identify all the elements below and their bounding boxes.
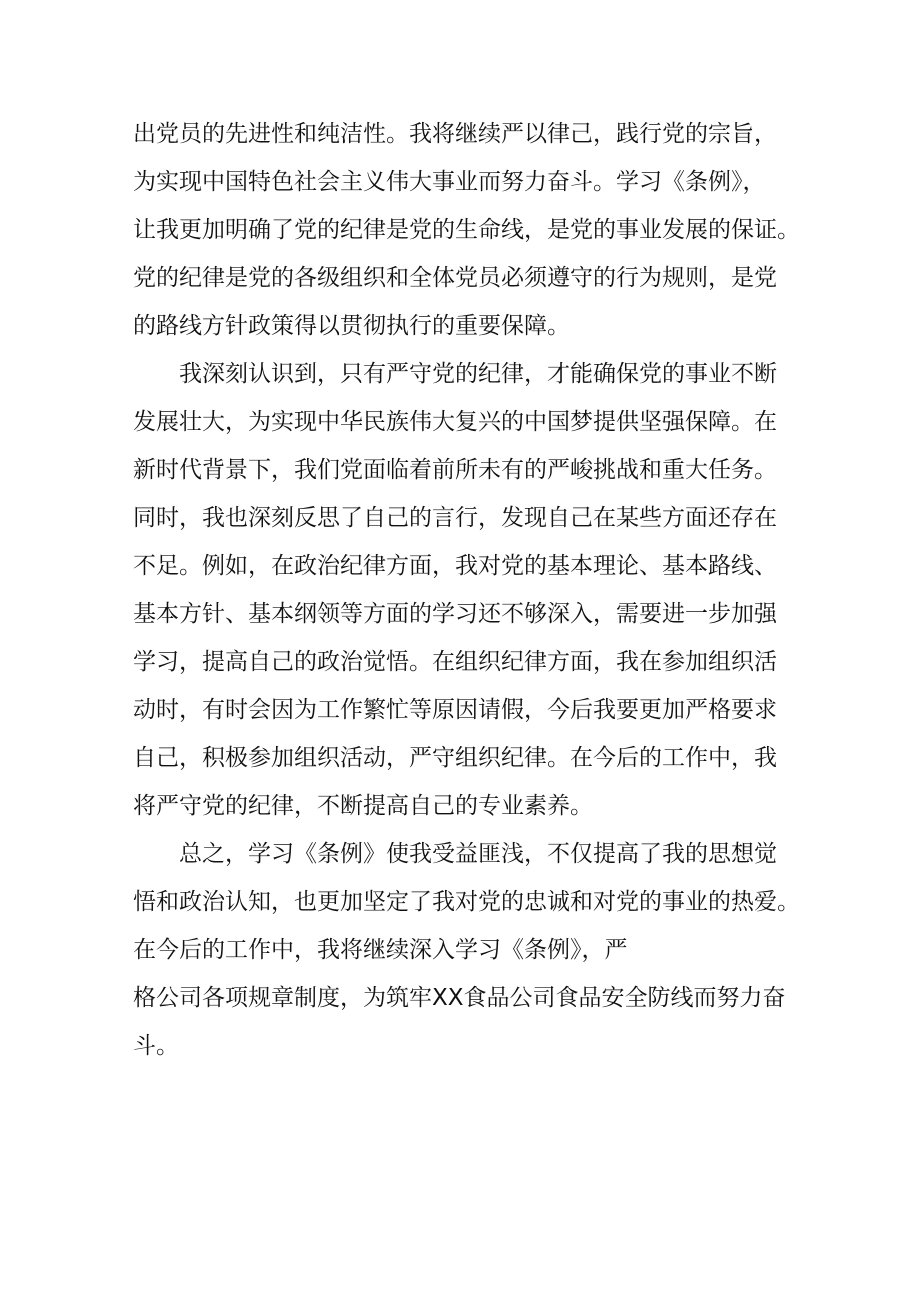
text-line: 同时，我也深刻反思了自己的言行，发现自己在某些方面还存在 <box>133 505 777 531</box>
paragraph <box>133 350 803 830</box>
text-line: 学习，提高自己的政治觉悟。在组织纪律方面，我在参加组织活 <box>133 649 777 675</box>
text-line: 发展壮大，为实现中华民族伟大复兴的中国梦提供坚强保障。在 <box>133 409 777 435</box>
text-line: 在今后的工作中，我将继续深入学习《条例》，严 <box>133 937 628 963</box>
text-line: 悟和政治认知，也更加坚定了我对党的忠诚和对党的事业的热爱。 <box>133 889 800 915</box>
text-line: 的路线方针政策得以贯彻执行的重要保障。 <box>133 313 570 339</box>
text-line: 出党员的先进性和纯洁性。我将继续严以律己，践行党的宗旨， <box>133 121 777 147</box>
text-line: 不足。例如，在政治纪律方面，我对党的基本理论、基本路线、 <box>133 553 777 579</box>
text-line: 格公司各项规章制度，为筑牢XX食品公司食品安全防线而努力奋 <box>133 985 786 1011</box>
text-line: 新时代背景下，我们党面临着前所未有的严峻挑战和重大任务。 <box>133 457 777 483</box>
text-line: 自己，积极参加组织活动，严守组织纪律。在今后的工作中，我 <box>133 745 777 771</box>
text-line: 动时，有时会因为工作繁忙等原因请假，今后我要更加严格要求 <box>133 697 777 723</box>
text-line: 斗。 <box>133 1033 179 1059</box>
text-line: 为实现中国特色社会主义伟大事业而努力奋斗。学习《条例》， <box>133 169 766 195</box>
document-body <box>133 110 803 1070</box>
text-line: 我深刻认识到，只有严守党的纪律，才能确保党的事业不断 <box>179 361 777 387</box>
paragraph <box>133 830 803 1070</box>
text-line: 总之，学习《条例》使我受益匪浅，不仅提高了我的思想觉 <box>179 841 777 867</box>
text-line: 让我更加明确了党的纪律是党的生命线，是党的事业发展的保证。 <box>133 217 800 243</box>
paragraph <box>133 110 803 350</box>
text-line: 将严守党的纪律，不断提高自己的专业素养。 <box>133 793 593 819</box>
text-line: 党的纪律是党的各级组织和全体党员必须遵守的行为规则，是党 <box>133 265 777 291</box>
text-line: 基本方针、基本纲领等方面的学习还不够深入，需要进一步加强 <box>133 601 777 627</box>
